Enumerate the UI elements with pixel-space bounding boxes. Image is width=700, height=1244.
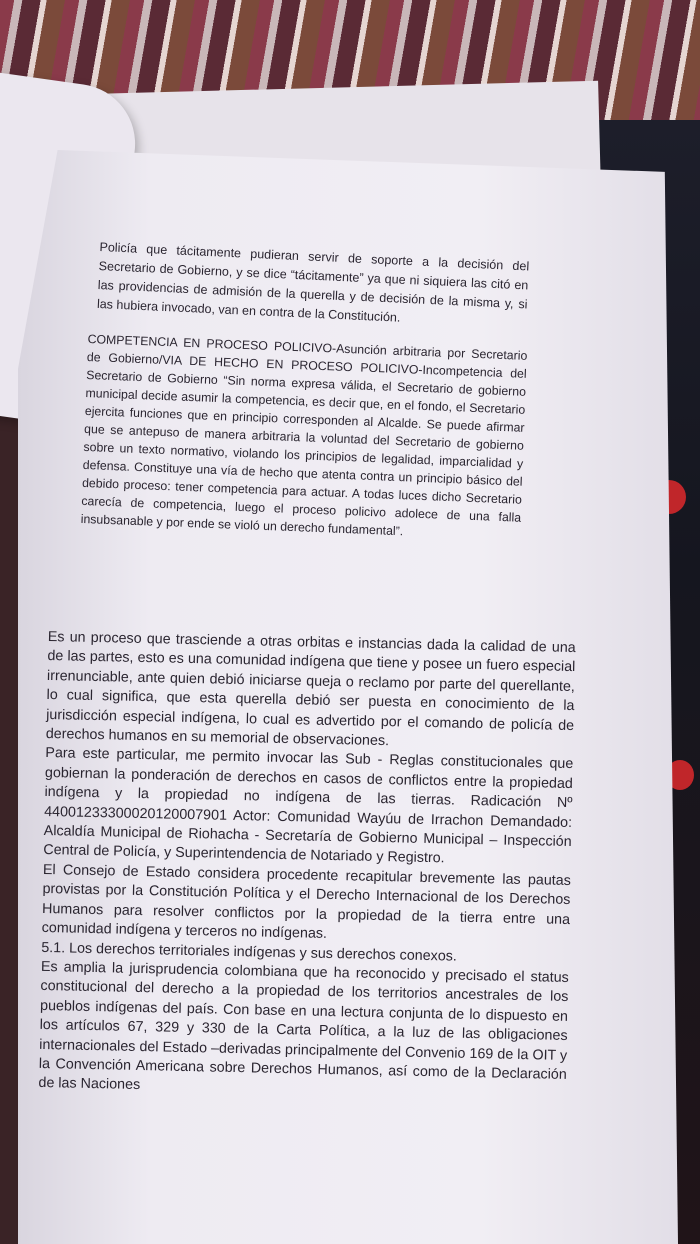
body-text-block xyxy=(38,628,576,1105)
top-paragraph: Policía que tácitamente pudieran servir de soporte a la decisión del Secretario de Gobierno, y se dice “tácitamente” ya que ni siquiera las citó en las providencias de admisión de la querella y de decisión de la misma y, si las hubiera invocado, van en contra de la Constitución. xyxy=(96,239,530,325)
section-heading: 5.1. Los derechos territoriales indígenas y sus derechos conexos. xyxy=(41,939,458,965)
quote-paragraph: COMPETENCIA EN PROCESO POLICIVO-Asunción arbitraria por Secretario de Gobierno/VIA DE HECHO EN PROCESO POLICIVO-Incompetencia del Secretario de Gobierno “Sin norma expresa válida, el Secretario de gobierno municipal decide asumir la competencia, es decir que, en el fondo, el Secretario ejercita funciones que en principio corresponden al Alcalde. Se puede afirmar que se antepuso de manera arbitraria la voluntad del Secretario de gobierno sobre un texto normativo, violando los principios de legalidad, imparcialidad y defensa. Constituye una vía de hecho que atenta contra un principio básico del debido proceso: tener competencia para actuar. A todas luces dicho Secretario carecía de competencia, luego el proceso policivo adolece de una falla insubsanable y por ende se violó un derecho fundamental”. xyxy=(80,331,528,539)
body-paragraph: Es amplia la jurisprudencia colombiana que ha reconocido y precisado el status constitucional del derecho a la propiedad de los territorios ancestrales de los pueblos indígenas del país. Con base en una lectura conjunta de lo dispuesto en los artículos 67, 329 y 330 de la Carta Política, a la luz de las obligaciones internacionales del Estado –derivadas principalmente del Convenio 169 de la OIT y la Convención Americana sobre Derechos Humanos, así como de la Declaración de las Naciones xyxy=(38,958,569,1094)
quote-paragraph-block xyxy=(80,330,527,545)
body-paragraph: Es un proceso que trasciende a otras orbitas e instancias dada la calidad de una de las partes, esto es una comunidad indígena que tiene y posee un fuero especial irrenunciable, ante quien debió iniciarse queja o reclamo por parte del querellante, lo cual significa, que esta querella debió ser puesta en conocimiento de la jurisdicción especial indígena, lo cual es advertido por el comando de policía de derechos humanos en su memorial de observaciones. xyxy=(45,628,576,750)
body-paragraph: El Consejo de Estado considera procedente recapitular brevemente las pautas provistas por la Constitución Política y el Derecho Internacional de los Derechos Humanos para resolver conflictos por la propiedad de la tierra entre una comunidad indígena y terceros no indígenas. xyxy=(41,861,571,943)
body-paragraph: Para este particular, me permito invocar las Sub - Reglas constitucionales que gobiernan la ponderación de derechos en casos de conflictos entre la propiedad indígena y la propiedad no indígena de las tierras. Radicación Nº 44001233300020120007901 Actor: Comunidad Wayúu de Irrachon Demandado: Alcaldía Municipal de Riohacha - Secretaría de Gobierno Municipal – Inspección Central de Policía, y Superintendencia de Notariado y Registro. xyxy=(43,745,574,867)
